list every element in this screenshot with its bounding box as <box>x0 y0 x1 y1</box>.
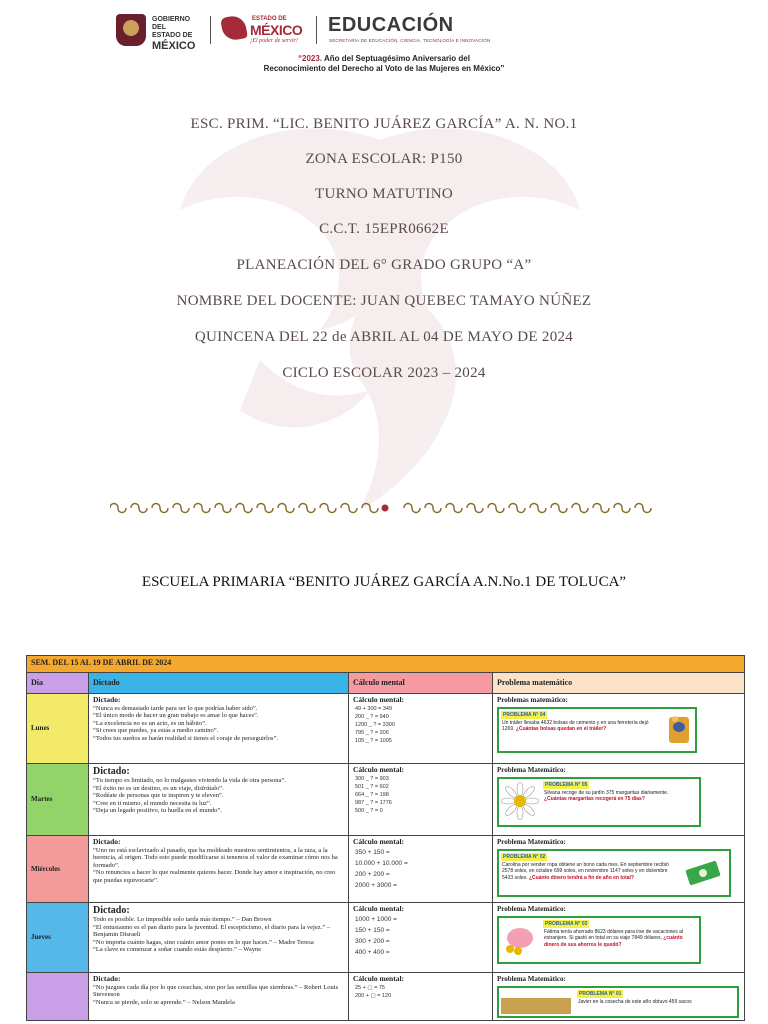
school-full-name: ESCUELA PRIMARIA “BENITO JUÁREZ GARCÍA A.N.No.1 DE TOLUCA” <box>141 574 627 590</box>
calc-item: 501 _ ? = 602 <box>355 783 389 790</box>
problem-tag: PROBLEMA N° 05 <box>545 781 588 788</box>
ornament-scroll <box>635 504 651 513</box>
mexico-brand-logo: ESTADO DE MÉXICO ¡El poder de servir! <box>222 16 314 46</box>
education-subtitle: SECRETARÍA DE EDUCACIÓN, CIENCIA, TECNOLOGÍA E INNOVACIÓN <box>329 38 491 43</box>
week-header: SEM. DEL 15 AL 19 DE ABRIL DE 2024 <box>27 656 745 673</box>
ornament-scroll <box>551 504 567 513</box>
school-cycle: CICLO ESCOLAR 2023 – 2024 <box>282 365 486 381</box>
table-row <box>27 764 745 836</box>
ornament-scroll <box>509 504 525 513</box>
planning-title: PLANEACIÓN DEL 6° GRADO GRUPO “A” <box>236 257 532 273</box>
calc-item: 500 _ ? = 0 <box>355 807 383 814</box>
teacher-name: NOMBRE DEL DOCENTE: JUAN QUEBEC TAMAYO NÚÑEZ <box>176 293 592 309</box>
ornament-scroll <box>257 504 273 513</box>
problem-card: PROBLEMA N° 03 Fátima tenía ahorrado 8623 dólares para irse de vacaciones al extranjero. Si gastó en total en su viaje 7849 dólares, ¿cuánto dinero de sus ahorros le quedó? <box>497 916 701 964</box>
calc-item: 150 + 150 = <box>355 926 390 934</box>
government-logo <box>116 14 206 52</box>
problem-tag: PROBLEMA N° 03 <box>545 920 588 927</box>
state-crest-icon <box>116 14 146 46</box>
day-cell: Lunes <box>27 694 89 764</box>
calc-item: 105 _ ? = 1005 <box>355 737 392 744</box>
problem-card: PROBLEMA N° 04 Un tráiler llevaba 4632 bolsas de cemento y en una ferretería dejó 1269. ¿Cuántas bolsas quedan en el tráiler? <box>497 707 697 753</box>
mental-calc-cell: Cálculo mental: 49 + 300 = 349 200 _ ? = 940 1200 _ ? = 3300 795 _ ? = 206 105 _ ? = 1005 <box>349 694 493 764</box>
column-header-day: Día <box>27 673 89 694</box>
daisy-icon <box>501 782 539 820</box>
ornament-scroll <box>467 504 483 513</box>
ornament-scroll <box>194 504 210 513</box>
dictation-cell: Dictado: “No juzgues cada día por lo que cosechas, sino por las semillas que siembras.” – Robert Louis Stevenson “Nunca se pierde, solo se aprende.” – Nelson Mandela <box>89 973 349 1021</box>
day-cell: Martes <box>27 764 89 836</box>
mental-calc-cell: Cálculo mental: 25 + ▢ = 75 200 + ▢ = 120 <box>349 973 493 1021</box>
ornament-divider <box>110 500 660 516</box>
calc-item: 2000 + 3000 = <box>355 881 397 889</box>
ornament-scroll <box>173 504 189 513</box>
header-logos <box>0 14 768 50</box>
cement-bag-icon <box>667 713 693 745</box>
ornament-scroll <box>362 504 378 513</box>
column-header-problem: Problema matemático <box>493 673 745 694</box>
ornament-scroll <box>236 504 252 513</box>
ornament-scroll <box>278 504 294 513</box>
school-title: ESC. PRIM. “LIC. BENITO JUÁREZ GARCÍA” A. N. NO.1 <box>190 116 578 132</box>
harvest-image <box>501 998 571 1014</box>
logo-divider <box>316 16 317 44</box>
dictation-line: “No juzgues cada día por lo que cosechas, sino por las semillas que siembras.” – Robert Louis Stevenson <box>93 983 339 998</box>
table-row <box>27 903 745 973</box>
calc-item: 350 + 150 = <box>355 848 390 856</box>
dictation-line: “Nunca es demasiado tarde para ser lo que podrías haber sido”. <box>93 704 258 712</box>
dictation-line: “El entusiasmo es el pan diario para la juventud. El escepticismo, el diario para la vejez.” – Benjamin Disraeli <box>93 923 330 938</box>
dictation-line: “El único modo de hacer un gran trabajo es amar lo que haces”. <box>93 712 259 719</box>
ornament-scroll <box>131 504 147 513</box>
dictation-line: “Rodéate de personas que te inspiren y te eleven”. <box>93 792 224 799</box>
problem-tag: PROBLEMA N° 02 <box>503 853 546 860</box>
day-cell: Jueves <box>27 903 89 973</box>
day-cell <box>27 973 89 1021</box>
calc-item: 664 _ ? = 198 <box>355 791 389 798</box>
ornament-scroll <box>425 504 441 513</box>
ornament-scroll <box>593 504 609 513</box>
calc-item: 795 _ ? = 206 <box>355 729 389 736</box>
problem-cell: Problema Matemático: PROBLEMA N° 05 Silvana recoge de su jardín 375 margaritas diariamente. ¿Cuántas margaritas recogerá en 75 días? <box>493 764 745 836</box>
ornament-scroll <box>152 504 168 513</box>
dictation-cell: Dictado: “Uno no está esclavizado al pasado, que ha moldeado nuestros sentimientos, a la raza, a la herencia, al origen. Todo esto puede modificarse si tenemos el valor de examinar cómo nos ha formado”. “No renuncies a hacer lo que realmente quieres hacer. Donde hay amor e inspiración, no creo que puedas equivocarte”. <box>89 836 349 903</box>
ornament-scroll <box>320 504 336 513</box>
dictation-line: “Cree en ti mismo, el mundo necesita tu luz”. <box>93 799 212 807</box>
calc-item: 10.000 + 10.000 = <box>355 859 408 867</box>
ornament-scroll <box>404 504 420 513</box>
calc-item: 400 + 400 = <box>355 948 390 956</box>
day-cell: Miércoles <box>27 836 89 903</box>
dictation-line: “La clave es comenzar a soñar cuando estás despierto.” – Wayne <box>93 946 262 953</box>
problem-cell: Problema Matemático: PROBLEMA N° 03 Fátima tenía ahorrado 8623 dólares para irse de vacaciones al extranjero. Si gastó en total en su viaje 7849 dólares, ¿cuánto dinero de sus ahorros le quedó? <box>493 903 745 973</box>
logo-divider <box>210 16 211 44</box>
mental-calc-cell: Cálculo mental: 1000 + 1000 = 150 + 150 = 300 + 200 = 400 + 400 = <box>349 903 493 973</box>
school-shift: TURNO MATUTINO <box>315 186 453 202</box>
problem-cell: Problema Matemático: PROBLEMA N° 01 Javier en la cosecha de este año obtuvo 459 sacos <box>493 973 745 1021</box>
ornament-scroll <box>572 504 588 513</box>
dictation-line: Todo es posible. Lo imposible solo tarda más tiempo.” – Dan Brown <box>93 916 272 923</box>
dictation-line: “Tu tiempo es limitado, no lo malgastes viviendo la vida de otra persona”. <box>93 777 286 784</box>
school-zone: ZONA ESCOLAR: P150 <box>305 151 463 167</box>
dictation-line: “La excelencia no es un acto, es un hábito”. <box>93 719 207 727</box>
dictation-line: “Uno no está esclavizado al pasado, que ha moldeado nuestros sentimientos, a la raza, a la herencia, al origen. Todo esto puede modificarse si tenemos el valor de examinar cómo nos ha formado”. <box>93 846 338 869</box>
dictation-line: “No renuncies a hacer lo que realmente quieres hacer. Donde hay amor e inspiración, no creo que puedas equivocarte”. <box>93 869 336 884</box>
ornament-scroll <box>110 504 126 513</box>
calc-item: 1200 _ ? = 3300 <box>355 721 395 728</box>
problem-card: PROBLEMA N° 02 Carolina por vender ropa obtiene un bono cada mes. En septiembre recibió 2578 soles, en octubre 699 soles, en noviembre 1147 soles y en diciembre 5433 soles. ¿Cuánto dinero tendrá a fin de año en total? <box>497 849 731 897</box>
dictation-cell: Dictado: “Nunca es demasiado tarde para ser lo que podrías haber sido”. “El único modo de hacer un gran trabajo es amar lo que haces”. “La excelencia no es un acto, es un hábito”. “Si crees que puedes, ya estás a medio camino”. “Todos tus sueños se harán realidad si tienes el coraje de perseguirlos”. <box>89 694 349 764</box>
calc-item: 49 + 300 = 349 <box>355 705 393 712</box>
mental-calc-cell: Cálculo mental: 350 + 150 = 10.000 + 10.000 = 200 + 200 = 2000 + 3000 = <box>349 836 493 903</box>
fortnight-dates: QUINCENA DEL 22 de ABRIL AL 04 DE MAYO DE 2024 <box>194 329 574 345</box>
ornament-scroll <box>530 504 546 513</box>
problem-tag: PROBLEMA N° 04 <box>503 711 546 718</box>
dictation-cell: Dictado: Todo es posible. Lo imposible solo tarda más tiempo.” – Dan Brown “El entusiasmo es el pan diario para la juventud. El escepticismo, el diario para la vejez.” – Benjamin Disraeli “No importa cuánto hagas, sino cuánto amor pones en lo que haces.” – Madre Teresa “La clave es comenzar a soñar cuando estás despierto.” – Wayne <box>89 903 349 973</box>
calc-item: 200 + 200 = <box>355 870 390 878</box>
calc-item: 987 _ ? = 1776 <box>355 799 392 806</box>
column-header-mental-calc: Cálculo mental <box>349 673 493 694</box>
problem-cell: Problema Matemático: PROBLEMA N° 02 Carolina por vender ropa obtiene un bono cada mes. En septiembre recibió 2578 soles, en octubre 699 soles, en noviembre 1147 soles y en diciembre 5433 soles. ¿Cuánto dinero tendrá a fin de año en total? <box>493 836 745 903</box>
dictation-line: “El éxito no es un destino, es un viaje, disfrútalo”. <box>93 784 224 792</box>
calc-item: 200 _ ? = 940 <box>355 713 389 720</box>
problem-card: PROBLEMA N° 05 Silvana recoge de su jardín 375 margaritas diariamente. ¿Cuántas margaritas recogerá en 75 días? <box>497 777 701 827</box>
ornament-scroll <box>341 504 357 513</box>
education-title: EDUCACIÓN <box>328 14 454 36</box>
column-header-dictation: Dictado <box>89 673 349 694</box>
ornament-scroll <box>299 504 315 513</box>
table-row <box>27 836 745 903</box>
problem-tag: PROBLEMA N° 01 <box>579 990 622 997</box>
calc-item: 300 + 200 = <box>355 937 390 945</box>
problem-card: PROBLEMA N° 01 Javier en la cosecha de este año obtuvo 459 sacos <box>497 986 739 1018</box>
heart-icon <box>220 14 248 42</box>
ornament-scroll <box>446 504 462 513</box>
government-logo-text: GOBIERNO DEL ESTADO DE MÉXICO <box>152 16 196 52</box>
problem-cell: Problemas matemático: PROBLEMA N° 04 Un tráiler llevaba 4632 bolsas de cemento y en una ferretería dejó 1269. ¿Cuántas bolsas quedan en el tráiler? <box>493 694 745 764</box>
ornament-scroll <box>614 504 630 513</box>
dictation-line: “No importa cuánto hagas, sino cuánto amor pones en lo que haces.” – Madre Teresa <box>93 938 314 946</box>
ornament-center-icon <box>382 505 389 512</box>
school-cct: C.C.T. 15EPR0662E <box>319 221 449 237</box>
planning-table <box>26 655 745 1021</box>
piggy-bank-icon <box>502 922 538 956</box>
calc-item: 1000 + 1000 = <box>355 915 397 923</box>
year-slogan: “2023. Año del Septuagésimo Aniversario del Reconocimiento del Derecho al Voto de las Mujeres en México” <box>263 54 505 73</box>
mental-calc-cell: Cálculo mental: 300 _ ? = 903 501 _ ? = 602 664 _ ? = 198 987 _ ? = 1776 500 _ ? = 0 <box>349 764 493 836</box>
table-row <box>27 694 745 764</box>
ornament-scroll <box>215 504 231 513</box>
dictation-line: “Nunca se pierde, solo se aprende.” – Nelson Mandela <box>93 998 235 1006</box>
table-row <box>27 973 745 1021</box>
dictation-line: “Todos tus sueños se harán realidad si tienes el coraje de perseguirlos”. <box>93 734 279 742</box>
calc-item: 200 + ▢ = 120 <box>355 992 392 999</box>
dictation-cell: Dictado: “Tu tiempo es limitado, no lo malgastes viviendo la vida de otra persona”. “El éxito no es un destino, es un viaje, disfrútalo”. “Rodéate de personas que te inspiren y te eleven”. “Cree en ti mismo, el mundo necesita tu luz”. “Deja un legado positivo, tu huella en el mundo”. <box>89 764 349 836</box>
ornament-scroll <box>488 504 504 513</box>
dictation-line: “Deja un legado positivo, tu huella en el mundo”. <box>93 807 222 814</box>
calc-item: 25 + ▢ = 75 <box>355 984 385 991</box>
dictation-line: “Si crees que puedes, ya estás a medio camino”. <box>93 727 219 734</box>
calc-item: 300 _ ? = 903 <box>355 775 389 782</box>
money-icon <box>683 857 723 887</box>
